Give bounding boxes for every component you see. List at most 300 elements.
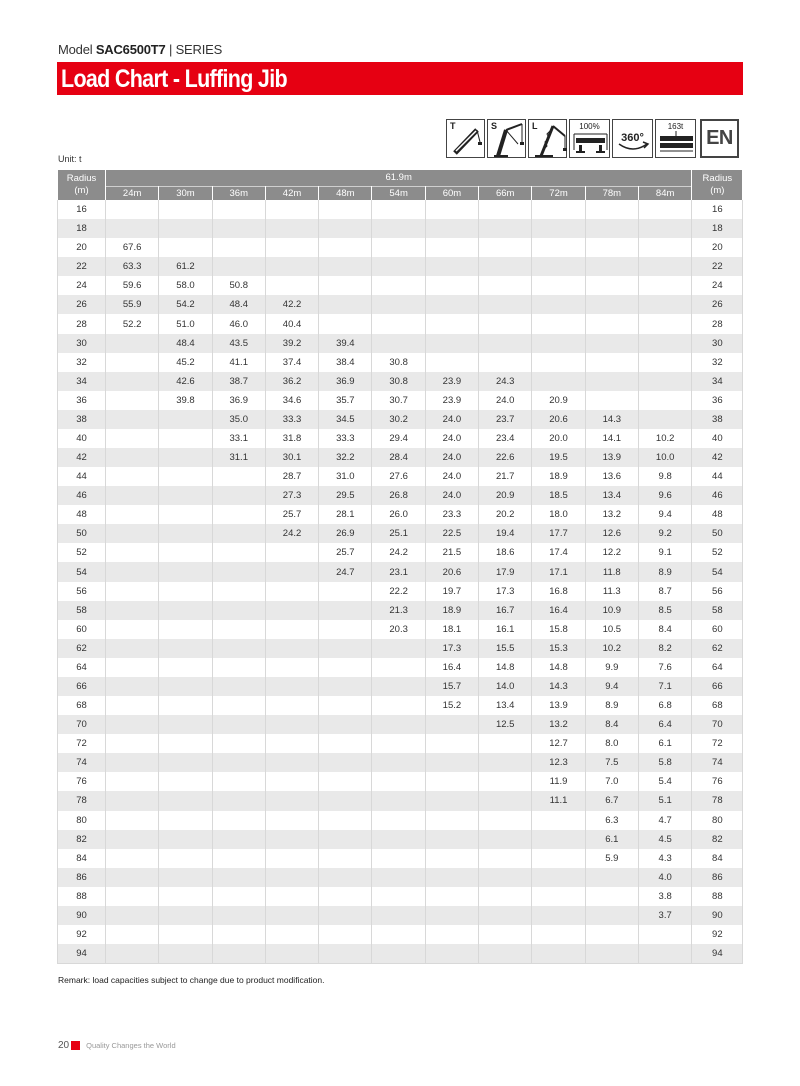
capacity-cell [212, 830, 265, 849]
capacity-cell [106, 429, 159, 448]
capacity-cell [479, 849, 532, 868]
outrigger-icon [569, 119, 610, 158]
capacity-cell [212, 696, 265, 715]
capacity-cell: 45.2 [159, 353, 212, 372]
capacity-cell: 9.4 [638, 505, 691, 524]
capacity-cell: 9.6 [638, 486, 691, 505]
capacity-cell: 33.1 [212, 429, 265, 448]
capacity-cell [212, 753, 265, 772]
radius-cell-left: 80 [58, 811, 106, 830]
capacity-cell: 16.4 [425, 658, 478, 677]
radius-cell-right: 16 [692, 200, 743, 219]
table-row [58, 257, 743, 276]
capacity-cell: 34.5 [319, 410, 372, 429]
capacity-cell [212, 944, 265, 963]
capacity-cell: 34.6 [265, 391, 318, 410]
capacity-cell: 20.9 [532, 391, 585, 410]
capacity-cell: 7.6 [638, 658, 691, 677]
radius-cell-left: 20 [58, 238, 106, 257]
capacity-cell [159, 562, 212, 581]
capacity-cell [479, 868, 532, 887]
capacity-cell: 20.9 [479, 486, 532, 505]
capacity-cell: 18.9 [425, 601, 478, 620]
capacity-cell: 6.7 [585, 791, 638, 810]
capacity-cell [265, 715, 318, 734]
capacity-cell: 4.0 [638, 868, 691, 887]
radius-cell-right: 48 [692, 505, 743, 524]
capacity-cell [638, 410, 691, 429]
capacity-cell: 21.3 [372, 601, 425, 620]
capacity-cell [106, 391, 159, 410]
capacity-cell [638, 314, 691, 333]
language-label: EN [706, 127, 733, 149]
capacity-cell [106, 467, 159, 486]
capacity-cell [106, 715, 159, 734]
capacity-cell [319, 219, 372, 238]
capacity-cell [265, 791, 318, 810]
capacity-cell [372, 772, 425, 791]
radius-cell-right: 72 [692, 734, 743, 753]
table-row [58, 753, 743, 772]
capacity-cell [638, 925, 691, 944]
luffing-jib-icon [487, 119, 526, 158]
capacity-cell: 23.9 [425, 391, 478, 410]
table-row [58, 772, 743, 791]
capacity-cell [585, 238, 638, 257]
radius-cell-left: 82 [58, 830, 106, 849]
capacity-cell [372, 887, 425, 906]
capacity-cell: 10.2 [585, 639, 638, 658]
capacity-cell [212, 505, 265, 524]
capacity-cell [372, 238, 425, 257]
capacity-cell: 8.4 [585, 715, 638, 734]
capacity-cell [585, 925, 638, 944]
capacity-cell [585, 295, 638, 314]
capacity-cell [479, 314, 532, 333]
capacity-cell [159, 543, 212, 562]
capacity-cell [106, 543, 159, 562]
jib-length-header: 36m [212, 186, 265, 200]
capacity-cell [159, 200, 212, 219]
capacity-cell [319, 887, 372, 906]
radius-cell-right: 34 [692, 372, 743, 391]
capacity-cell: 22.6 [479, 448, 532, 467]
capacity-cell: 17.7 [532, 524, 585, 543]
table-row [58, 524, 743, 543]
capacity-cell [159, 849, 212, 868]
radius-cell-left: 62 [58, 639, 106, 658]
capacity-cell [159, 811, 212, 830]
table-row [58, 562, 743, 581]
capacity-cell: 46.0 [212, 314, 265, 333]
capacity-cell [479, 772, 532, 791]
capacity-cell [638, 200, 691, 219]
radius-cell-right: 26 [692, 295, 743, 314]
capacity-cell [106, 410, 159, 429]
capacity-cell [106, 639, 159, 658]
capacity-cell [106, 811, 159, 830]
capacity-cell: 25.1 [372, 524, 425, 543]
radius-cell-left: 54 [58, 562, 106, 581]
jib-length-header: 48m [319, 186, 372, 200]
radius-cell-right: 68 [692, 696, 743, 715]
capacity-cell [212, 620, 265, 639]
capacity-cell [319, 238, 372, 257]
capacity-cell [585, 257, 638, 276]
capacity-cell: 39.8 [159, 391, 212, 410]
capacity-cell [319, 849, 372, 868]
capacity-cell [372, 696, 425, 715]
radius-cell-left: 70 [58, 715, 106, 734]
capacity-cell: 5.1 [638, 791, 691, 810]
jib-length-header: 24m [106, 186, 159, 200]
capacity-cell [319, 696, 372, 715]
capacity-cell [212, 524, 265, 543]
jib-length-header: 42m [265, 186, 318, 200]
capacity-cell [532, 906, 585, 925]
capacity-cell [425, 295, 478, 314]
radius-cell-left: 84 [58, 849, 106, 868]
capacity-cell [585, 868, 638, 887]
capacity-cell [372, 314, 425, 333]
capacity-cell: 7.1 [638, 677, 691, 696]
capacity-cell [479, 830, 532, 849]
capacity-cell [265, 543, 318, 562]
capacity-cell: 13.4 [479, 696, 532, 715]
jib-length-header: 66m [479, 186, 532, 200]
capacity-cell [106, 448, 159, 467]
radius-cell-right: 90 [692, 906, 743, 925]
capacity-cell: 9.9 [585, 658, 638, 677]
capacity-cell [212, 849, 265, 868]
capacity-cell [106, 582, 159, 601]
capacity-cell: 18.6 [479, 543, 532, 562]
model-suffix: | SERIES [165, 42, 223, 57]
table-row [58, 314, 743, 333]
radius-cell-right: 64 [692, 658, 743, 677]
capacity-cell: 39.2 [265, 334, 318, 353]
capacity-cell [425, 314, 478, 333]
capacity-cell: 55.9 [106, 295, 159, 314]
capacity-cell: 23.3 [425, 505, 478, 524]
capacity-cell: 5.8 [638, 753, 691, 772]
unit-label: Unit: t [58, 154, 82, 164]
table-row [58, 639, 743, 658]
capacity-cell: 30.1 [265, 448, 318, 467]
capacity-cell [319, 314, 372, 333]
capacity-cell [265, 887, 318, 906]
capacity-cell [265, 562, 318, 581]
capacity-cell [425, 276, 478, 295]
capacity-cell: 20.0 [532, 429, 585, 448]
capacity-cell [372, 639, 425, 658]
capacity-cell [425, 238, 478, 257]
radius-cell-right: 42 [692, 448, 743, 467]
capacity-cell: 24.7 [319, 562, 372, 581]
capacity-cell: 32.2 [319, 448, 372, 467]
table-row [58, 887, 743, 906]
capacity-cell: 11.9 [532, 772, 585, 791]
capacity-cell [159, 734, 212, 753]
capacity-cell: 26.8 [372, 486, 425, 505]
capacity-cell [425, 334, 478, 353]
capacity-cell [106, 486, 159, 505]
capacity-cell [106, 944, 159, 963]
capacity-cell: 59.6 [106, 276, 159, 295]
capacity-cell: 23.9 [425, 372, 478, 391]
capacity-cell: 12.2 [585, 543, 638, 562]
title-bar [57, 62, 743, 95]
capacity-cell: 26.9 [319, 524, 372, 543]
capacity-cell: 23.1 [372, 562, 425, 581]
capacity-cell: 8.2 [638, 639, 691, 658]
capacity-cell [212, 257, 265, 276]
capacity-cell [425, 887, 478, 906]
radius-cell-left: 94 [58, 944, 106, 963]
radius-cell-right: 94 [692, 944, 743, 963]
capacity-cell: 35.0 [212, 410, 265, 429]
remark: Remark: load capacities subject to change due to product modification. [58, 975, 325, 985]
capacity-cell: 24.0 [425, 448, 478, 467]
capacity-cell: 10.0 [638, 448, 691, 467]
capacity-cell [212, 925, 265, 944]
capacity-cell [638, 295, 691, 314]
capacity-cell: 38.7 [212, 372, 265, 391]
capacity-cell: 38.4 [319, 353, 372, 372]
capacity-cell [372, 906, 425, 925]
capacity-cell [585, 906, 638, 925]
radius-cell-left: 28 [58, 314, 106, 333]
capacity-cell: 17.1 [532, 562, 585, 581]
table-row [58, 276, 743, 295]
radius-cell-right: 40 [692, 429, 743, 448]
capacity-cell [212, 677, 265, 696]
footer [58, 1040, 176, 1051]
capacity-cell: 18.1 [425, 620, 478, 639]
capacity-cell: 31.0 [319, 467, 372, 486]
capacity-cell [106, 658, 159, 677]
capacity-cell: 8.9 [585, 696, 638, 715]
capacity-cell: 28.1 [319, 505, 372, 524]
capacity-cell: 29.5 [319, 486, 372, 505]
radius-cell-left: 44 [58, 467, 106, 486]
capacity-cell: 36.9 [212, 391, 265, 410]
capacity-cell [319, 276, 372, 295]
radius-cell-left: 58 [58, 601, 106, 620]
capacity-cell: 13.9 [532, 696, 585, 715]
table-row [58, 429, 743, 448]
capacity-cell [265, 620, 318, 639]
capacity-cell [212, 639, 265, 658]
capacity-cell: 20.6 [532, 410, 585, 429]
capacity-cell: 19.5 [532, 448, 585, 467]
capacity-cell [212, 772, 265, 791]
capacity-cell: 40.4 [265, 314, 318, 333]
capacity-cell [106, 734, 159, 753]
capacity-cell [372, 944, 425, 963]
capacity-cell [585, 353, 638, 372]
capacity-cell [106, 505, 159, 524]
capacity-cell [425, 830, 478, 849]
rotation-label: 360° [621, 132, 644, 144]
capacity-cell: 24.0 [479, 391, 532, 410]
page-title: Load Chart - Luffing Jib [61, 65, 287, 93]
capacity-cell [479, 257, 532, 276]
capacity-cell: 15.3 [532, 639, 585, 658]
capacity-cell [479, 791, 532, 810]
capacity-cell: 6.3 [585, 811, 638, 830]
capacity-cell [106, 334, 159, 353]
radius-cell-right: 78 [692, 791, 743, 810]
capacity-cell [372, 811, 425, 830]
capacity-cell [159, 677, 212, 696]
capacity-cell: 16.8 [532, 582, 585, 601]
capacity-cell: 31.8 [265, 429, 318, 448]
lattice-jib-icon [528, 119, 567, 158]
capacity-cell [532, 887, 585, 906]
capacity-cell [159, 410, 212, 429]
radius-cell-right: 32 [692, 353, 743, 372]
capacity-cell [638, 372, 691, 391]
capacity-cell [265, 276, 318, 295]
capacity-cell [425, 791, 478, 810]
jib-length-header: 84m [638, 186, 691, 200]
capacity-cell [425, 219, 478, 238]
radius-cell-right: 56 [692, 582, 743, 601]
table-row [58, 734, 743, 753]
capacity-cell: 42.6 [159, 372, 212, 391]
capacity-cell [532, 830, 585, 849]
radius-cell-right: 86 [692, 868, 743, 887]
capacity-cell [159, 791, 212, 810]
radius-cell-left: 24 [58, 276, 106, 295]
capacity-cell: 35.7 [319, 391, 372, 410]
table-row [58, 295, 743, 314]
radius-cell-right: 58 [692, 601, 743, 620]
table-row [58, 906, 743, 925]
capacity-cell [106, 677, 159, 696]
capacity-cell [265, 830, 318, 849]
capacity-cell [372, 791, 425, 810]
telescopic-boom-icon [446, 119, 485, 158]
capacity-cell [159, 448, 212, 467]
table-row [58, 620, 743, 639]
capacity-cell: 18.9 [532, 467, 585, 486]
capacity-cell: 15.8 [532, 620, 585, 639]
table-row [58, 200, 743, 219]
capacity-cell [212, 734, 265, 753]
capacity-cell [159, 868, 212, 887]
capacity-cell [319, 830, 372, 849]
capacity-cell [265, 696, 318, 715]
capacity-cell: 39.4 [319, 334, 372, 353]
capacity-cell [372, 849, 425, 868]
capacity-cell [265, 906, 318, 925]
capacity-cell [532, 925, 585, 944]
radius-label-left: Radius [66, 173, 97, 184]
capacity-cell: 43.5 [212, 334, 265, 353]
capacity-cell: 30.7 [372, 391, 425, 410]
capacity-cell: 3.7 [638, 906, 691, 925]
capacity-cell [585, 887, 638, 906]
table-row [58, 582, 743, 601]
table-row [58, 391, 743, 410]
radius-cell-left: 32 [58, 353, 106, 372]
capacity-cell [319, 658, 372, 677]
capacity-cell: 12.5 [479, 715, 532, 734]
table-row [58, 467, 743, 486]
s-label: S [491, 121, 498, 131]
capacity-cell: 10.9 [585, 601, 638, 620]
jib-length-header: 60m [425, 186, 478, 200]
radius-cell-right: 24 [692, 276, 743, 295]
capacity-cell: 8.0 [585, 734, 638, 753]
capacity-cell [585, 334, 638, 353]
radius-cell-right: 52 [692, 543, 743, 562]
capacity-cell: 21.7 [479, 467, 532, 486]
capacity-cell [425, 734, 478, 753]
radius-cell-left: 26 [58, 295, 106, 314]
radius-cell-right: 18 [692, 219, 743, 238]
capacity-cell: 20.3 [372, 620, 425, 639]
capacity-cell [159, 582, 212, 601]
capacity-cell [106, 219, 159, 238]
capacity-cell [479, 334, 532, 353]
radius-cell-right: 60 [692, 620, 743, 639]
capacity-cell: 8.5 [638, 601, 691, 620]
radius-cell-right: 36 [692, 391, 743, 410]
capacity-cell: 6.8 [638, 696, 691, 715]
radius-cell-right: 74 [692, 753, 743, 772]
capacity-cell: 10.2 [638, 429, 691, 448]
capacity-cell [372, 257, 425, 276]
radius-cell-right: 22 [692, 257, 743, 276]
capacity-cell: 6.1 [585, 830, 638, 849]
capacity-cell: 28.7 [265, 467, 318, 486]
table-row [58, 715, 743, 734]
radius-cell-left: 78 [58, 791, 106, 810]
capacity-cell [106, 772, 159, 791]
capacity-cell: 15.7 [425, 677, 478, 696]
table-row [58, 696, 743, 715]
table-row [58, 372, 743, 391]
l-label: L [532, 121, 538, 131]
capacity-cell [265, 658, 318, 677]
capacity-cell [106, 372, 159, 391]
model-prefix: Model [58, 42, 96, 57]
capacity-cell [212, 601, 265, 620]
capacity-cell: 7.0 [585, 772, 638, 791]
capacity-cell: 61.2 [159, 257, 212, 276]
capacity-cell [159, 696, 212, 715]
radius-header-left [58, 170, 106, 200]
capacity-cell [425, 868, 478, 887]
capacity-cell [532, 219, 585, 238]
capacity-cell [479, 276, 532, 295]
radius-cell-left: 88 [58, 887, 106, 906]
capacity-cell [159, 601, 212, 620]
capacity-cell: 22.2 [372, 582, 425, 601]
capacity-cell [212, 200, 265, 219]
capacity-cell [106, 830, 159, 849]
capacity-cell: 13.6 [585, 467, 638, 486]
capacity-cell [265, 219, 318, 238]
radius-cell-left: 60 [58, 620, 106, 639]
capacity-cell [265, 582, 318, 601]
capacity-cell [319, 601, 372, 620]
table-row [58, 486, 743, 505]
capacity-cell [159, 467, 212, 486]
